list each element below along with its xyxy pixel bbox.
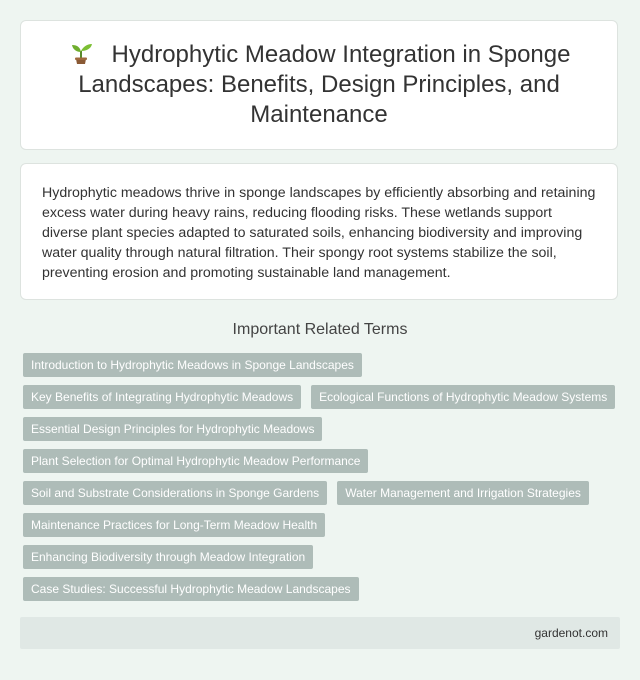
related-terms-list [23,353,623,609]
tag-row [23,577,623,601]
sprout-icon [68,41,94,65]
footer-site-link[interactable]: gardenot.com [534,626,608,640]
tag-row [23,513,623,537]
footer [20,617,620,649]
related-terms-heading: Important Related Terms [232,321,408,338]
tag-row [23,353,623,377]
summary-card [20,163,618,300]
related-term-tag[interactable]: Case Studies: Successful Hydrophytic Meadow Landscapes [23,577,359,601]
tag-row [23,481,623,505]
tag-row [23,449,623,473]
tag-row [23,417,623,441]
related-term-tag[interactable]: Introduction to Hydrophytic Meadows in Sponge Landscapes [23,353,362,377]
related-term-tag[interactable]: Soil and Substrate Considerations in Sponge Gardens [23,481,327,505]
related-term-tag[interactable]: Water Management and Irrigation Strategies [337,481,589,505]
related-term-tag[interactable]: Enhancing Biodiversity through Meadow Integration [23,545,313,569]
related-term-tag[interactable]: Essential Design Principles for Hydrophytic Meadows [23,417,322,441]
page-title [21,40,617,130]
related-term-tag[interactable]: Plant Selection for Optimal Hydrophytic Meadow Performance [23,449,368,473]
related-term-tag[interactable]: Ecological Functions of Hydrophytic Meadow Systems [311,385,615,409]
related-term-tag[interactable]: Key Benefits of Integrating Hydrophytic Meadows [23,385,301,409]
tag-row [23,385,623,409]
summary-text: Hydrophytic meadows thrive in sponge landscapes by efficiently absorbing and retaining excess water during heavy rains, reducing flooding risks. These wetlands support diverse plant species adapted to saturated soils, enhancing biodiversity and improving water quality through natural filtration. Their spongy root systems stabilize the soil, preventing erosion and promoting sustainable land management. [42,185,596,281]
related-term-tag[interactable]: Maintenance Practices for Long-Term Meadow Health [23,513,325,537]
title-label: Hydrophytic Meadow Integration in Sponge Landscapes: Benefits, Design Principles, and Maintenance [78,41,571,128]
title-card [20,20,618,150]
tag-row [23,545,623,569]
